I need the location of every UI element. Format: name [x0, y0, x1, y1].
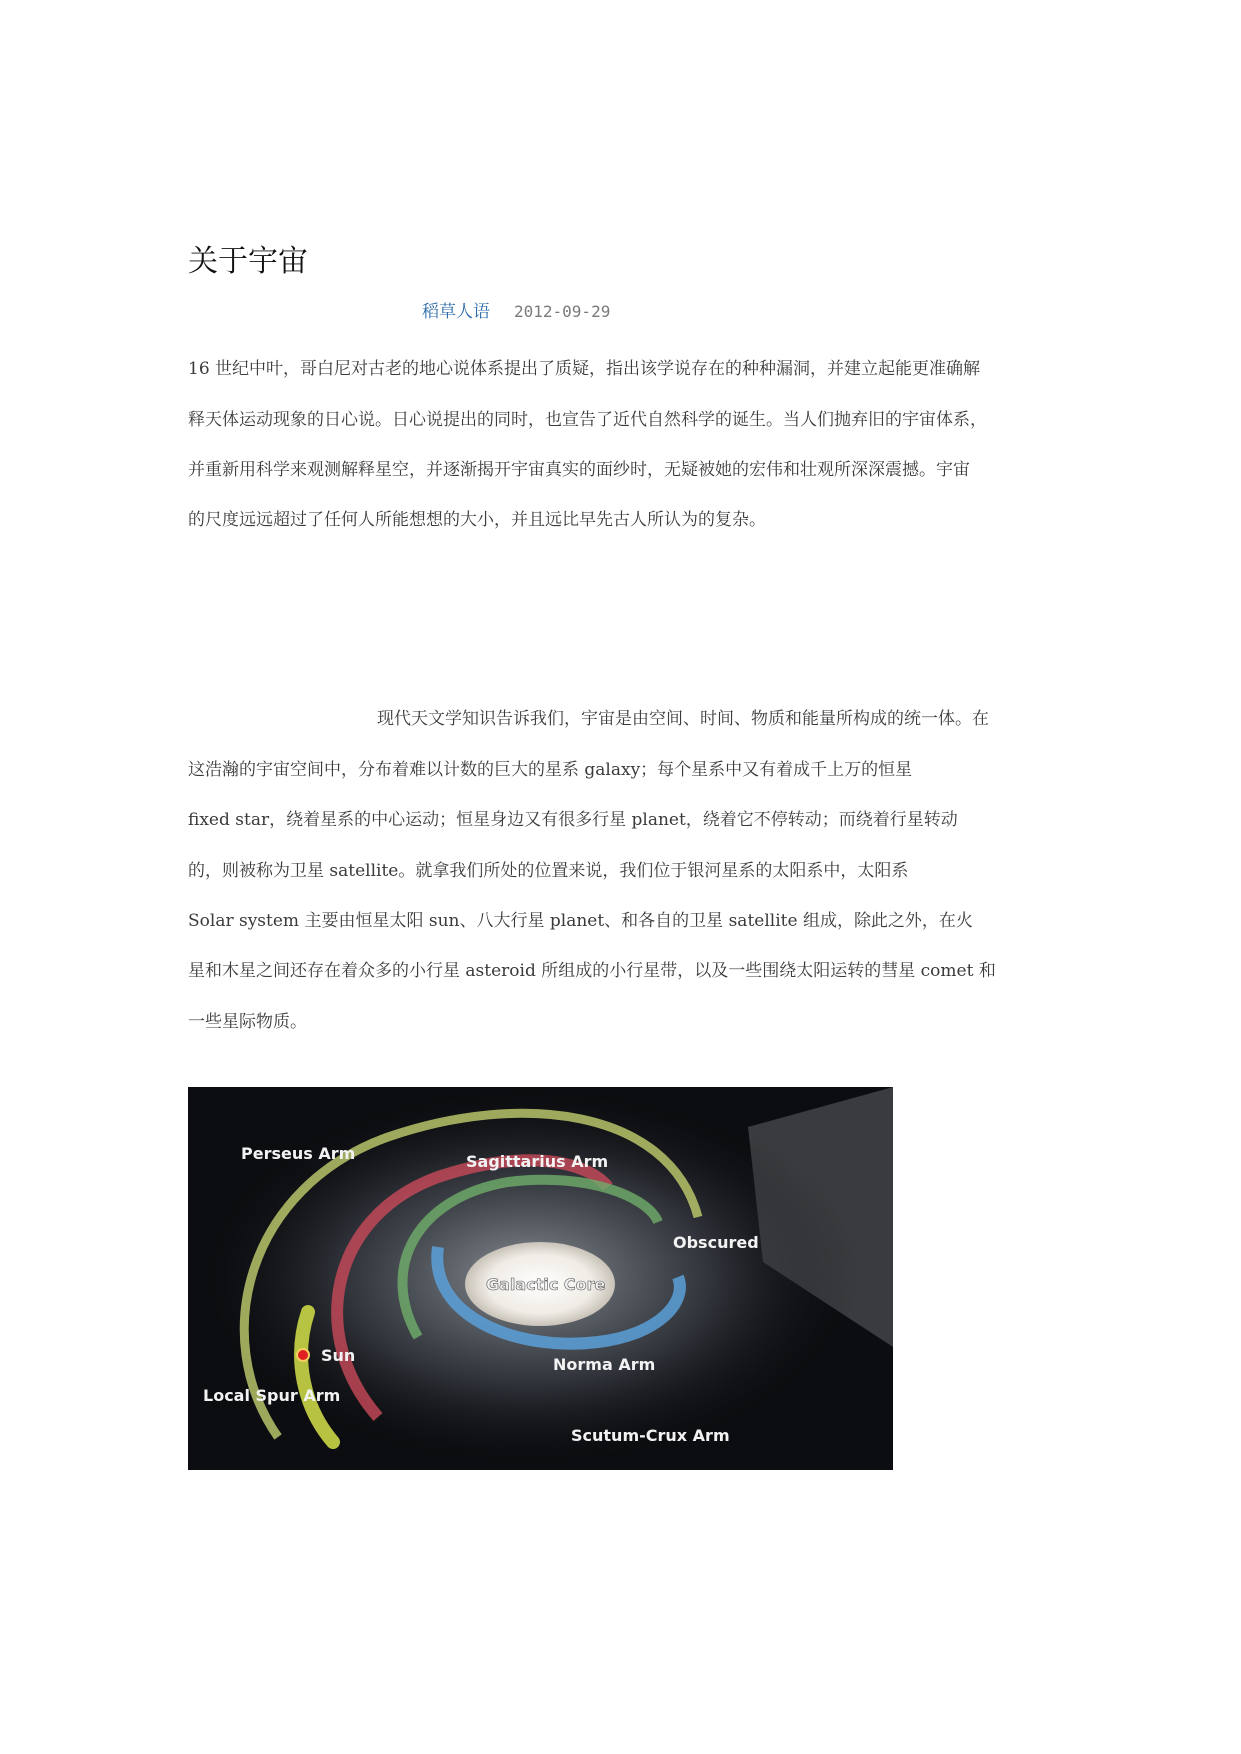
article-meta [422, 300, 610, 324]
paragraph-2-line: 的，则被称为卫星 satellite。就拿我们所处的位置来说，我们位于银河星系的太阳系中，太阳系 [188, 861, 909, 881]
label-sagittarius-arm: Sagittarius Arm [466, 1152, 609, 1171]
paragraph-2-line: 一些星际物质。 [188, 1012, 307, 1032]
publish-date: 2012-09-29 [514, 302, 611, 321]
label-obscured: Obscured [673, 1233, 759, 1252]
article-title: 关于宇宙 [188, 244, 308, 279]
label-perseus-arm: Perseus Arm [241, 1144, 356, 1163]
paragraph-1-line: 释天体运动现象的日心说。日心说提出的同时，也宣告了近代自然科学的诞生。当人们抛弃旧的宇宙体系， [188, 410, 987, 430]
paragraph-1-line: 16 世纪中叶，哥白尼对古老的地心说体系提出了质疑，指出该学说存在的种种漏洞，并建立起能更准确解 [188, 359, 981, 379]
author-link[interactable]: 稻草人语 [422, 302, 490, 322]
paragraph-2-line: fixed star，绕着星系的中心运动；恒星身边又有很多行星 planet，绕着它不停转动；而绕着行星转动 [188, 810, 958, 830]
paragraph-1-line: 的尺度远远超过了任何人所能想想的大小，并且远比早先古人所认为的复杂。 [188, 510, 766, 530]
label-local-spur-arm: Local Spur Arm [203, 1386, 341, 1405]
label-norma-arm: Norma Arm [553, 1355, 656, 1374]
paragraph-1-line: 并重新用科学来观测解释星空，并逐渐揭开宇宙真实的面纱时，无疑被她的宏伟和壮观所深深震撼。宇宙 [188, 460, 970, 480]
label-scutum-crux-arm: Scutum-Crux Arm [571, 1426, 730, 1445]
label-galactic-core: Galactic Core [486, 1275, 606, 1294]
paragraph-2-line: 星和木星之间还存在着众多的小行星 asteroid 所组成的小行星带，以及一些围绕太阳运转的彗星 comet 和 [188, 961, 996, 981]
label-sun: Sun [321, 1346, 356, 1365]
sun-marker [297, 1349, 309, 1361]
galaxy-illustration [188, 1087, 893, 1470]
paragraph-2-line: 这浩瀚的宇宙空间中，分布着难以计数的巨大的星系 galaxy；每个星系中又有着成千上万的恒星 [188, 760, 913, 780]
paragraph-2-line: 现代天文学知识告诉我们，宇宙是由空间、时间、物质和能量所构成的统一体。在 [377, 709, 989, 729]
galaxy-diagram-image [188, 1087, 893, 1470]
paragraph-2-line: Solar system 主要由恒星太阳 sun、八大行星 planet、和各自的卫星 satellite 组成，除此之外，在火 [188, 911, 973, 931]
